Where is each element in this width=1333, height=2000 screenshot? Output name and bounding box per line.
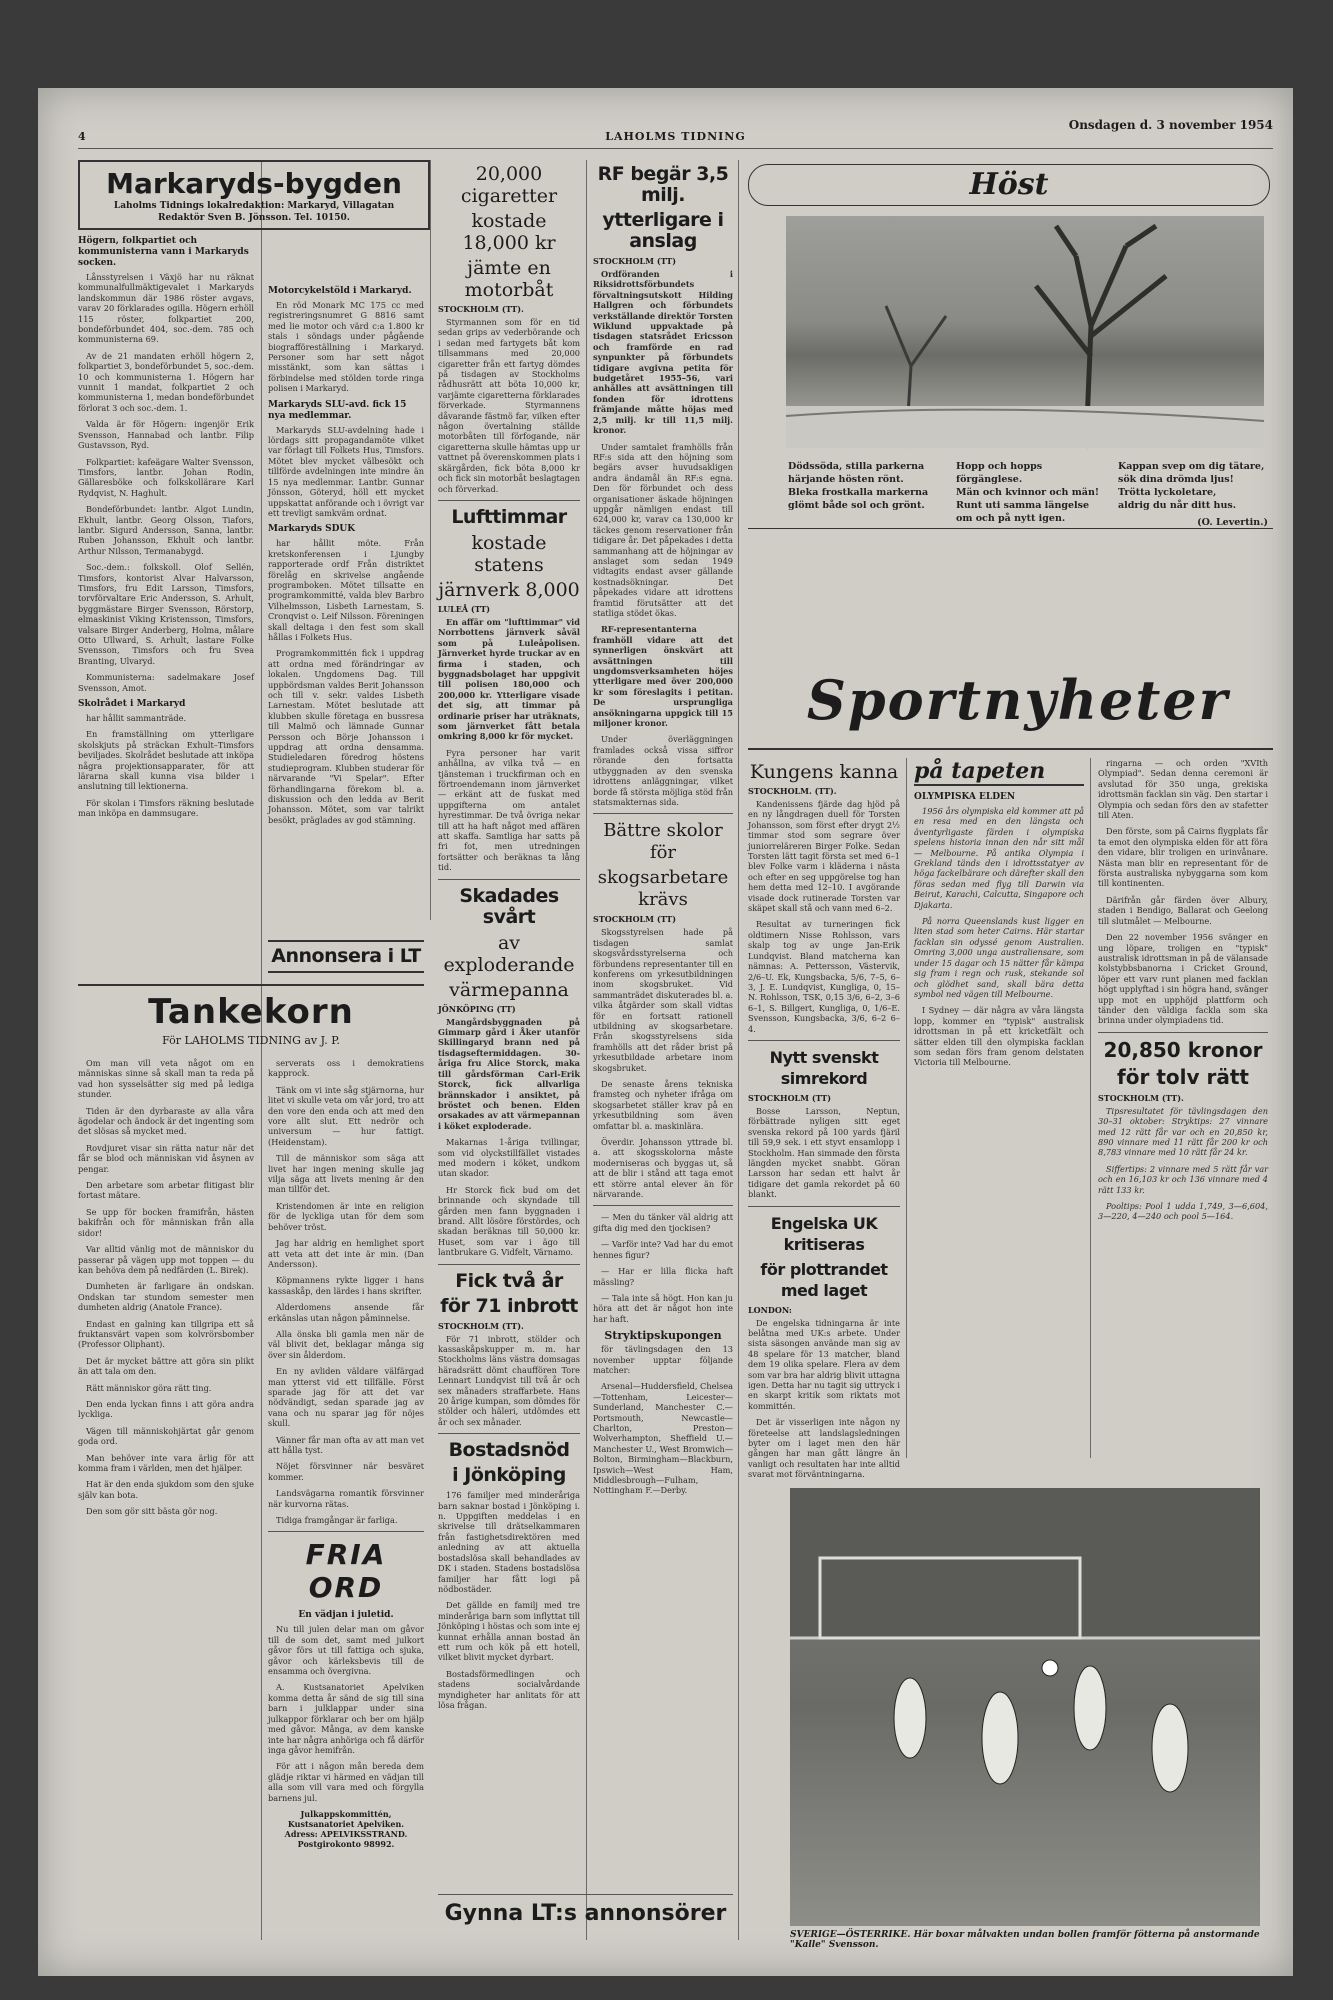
article-text: Ordföranden i Riksidrottsförbundets förvaltningsutskott Hilding Hallgren och förbundets verkställande direktör Torsten Wiklund uppvaktade på tisdagen statsrådet Ericsson och framförde en rad synpunkter på förbundets tidigare avgivna petita för budgetåret 1955–56, vari anhålles att avsättningen till fonden för idrottens främjande måtte höjas med 2,5 milj. kr till 11,5 milj. kronor. xyxy=(593,269,733,436)
aphorism: Rovdjuret visar sin rätta natur när det får se blod och människan vid åsynen av pengar. xyxy=(78,1142,254,1174)
article-text: RF-representanterna framhöll vidare att det synnerligen önskvärt att avsättningen till ungdomsverksamheten höjes ytterligare med över 200,000 kr som föreslagits i petitan. De ursprungliga ansökningarna uppgick till 15 miljoner kronor. xyxy=(593,624,733,729)
article-text: A. Kustsanatoriet Apelviken komma detta år sänd de sig till sina barn i julklappar under sina julkappor förklarar och ber om hjälp med gåvor. Många, av dem kanske inte har några anhöriga och få därför inga gåvor hemifrån. xyxy=(268,1682,424,1755)
divider xyxy=(748,748,1273,750)
masthead xyxy=(78,118,1273,149)
article-headline: Skolrådet i Markaryd xyxy=(78,699,186,710)
article-text: Mangårdsbyggnaden på Gimmarp gård i Åker utanför Skillingaryd brann ned på tisdagseftermiddagen. 30-åriga fru Alice Storck, maka till gårdsförman Carl-Erik Storck, fick allvarliga brännskador i ansiktet, på bröstet och benen. Elden orsakades av att värmepannan i köket exploderade. xyxy=(438,1016,580,1131)
headline: järnverk 8,000 xyxy=(438,578,580,601)
article-text: En framställning om ytterligare skolskjuts på sträckan Exhult–Timsfors beviljades. Skolrådet beslutade att inköpa några projektionsapparater, för att lärarna skall kunna visa bilder i anslutning till lektionerna. xyxy=(78,729,254,792)
aphorism: En ny avliden väldare välfärgad man ytterst vid ett tillfälle. Först sparade jag för att det var nödvändigt, sedan sparade jag av vana och nu sparar jag för nöjes skull. xyxy=(268,1366,424,1429)
headline: Nytt svenskt simrekord xyxy=(769,1047,879,1088)
article-text: De engelska tidningarna är inte belåtna med UK:s arbete. Under sista säsongen använde man sig av 48 spelare för 13 matcher, bland dem 19 olika spelare. Flera av dem som var bra har aldrig blivit uttagna igen. Detta har nu tagit sig uttryck i en skarpt kritik som riktats mot kommittén. xyxy=(748,1317,900,1411)
article-text: Siffertips: 2 vinnare med 5 rätt får var och en 16,103 kr och 136 vinnare med 4 rätt 133 kr. xyxy=(1098,1163,1268,1195)
gynna-banner xyxy=(438,1888,733,1938)
column-rule xyxy=(430,160,431,920)
article-text: Överdir. Johansson yttrade bl. a. att skogsskolorna måste moderniseras och byggas ut, så att de blir i stånd att taga emot ett större antal elever än för närvarande. xyxy=(593,1137,733,1200)
column-rule xyxy=(586,160,587,1940)
poem-line: om och på nytt igen. xyxy=(956,513,1066,524)
article-text: Nu till julen delar man om gåvor till de som det, samt med julkort gåvor förs ut till fattiga och sjuka, gåvor och kärleksbevis till de ensamma och övergivna. xyxy=(268,1624,424,1677)
article-text: Det är visserligen inte någon ny företeelse att landslagsledningen byter om i laget men den här gången har man gått längre än vanligt och resultaten har inte alltid svarat mot förväntningarna. xyxy=(748,1417,900,1480)
headline: Bättre skolor för xyxy=(603,820,723,864)
poem-stanza-1 xyxy=(788,460,938,512)
divider xyxy=(438,1433,580,1434)
divider xyxy=(748,1040,900,1041)
article-text: Av de 21 mandaten erhöll högern 2, folkpartiet 3, bondeförbundet 5, soc.-dem. 10 och kommunisterna 1. Högern har vunnit 1 mandat, folkpartiet 2 och kommunisterna 1, medan bondeförbundet förlorat 3 och soc.-dem. 1. xyxy=(78,350,254,413)
divider xyxy=(748,528,1273,529)
divider xyxy=(438,500,580,501)
dateline: STOCKHOLM (TT). xyxy=(438,304,524,314)
article-text: I Sydney — där några av våra längsta lopp, kommer en "typisk" australisk idrottsman in på ett kricketfält och sätter elden till den olympiska facklan som sedan förs fram genom delstaten Victoria till Melbourne. xyxy=(914,1005,1084,1068)
article-text: Därifrån går färden över Albury, staden i Bendigo, Ballarat och Geelong till slutmålet — Melbourne. xyxy=(1098,894,1268,926)
column-rule xyxy=(1090,758,1091,1458)
aphorism: Rätt människor göra rätt ting. xyxy=(86,1382,212,1393)
article-text: Valda är för Högern: ingenjör Erik Svensson, Hannabad och lantbr. Filip Gustavsson, Ryd. xyxy=(78,419,254,451)
article-text: För skolan i Timsfors räkning beslutade man inköpa en dammsugare. xyxy=(78,797,254,819)
dateline: STOCKHOLM (TT). xyxy=(438,1320,524,1331)
annonsera-box xyxy=(268,936,424,976)
sports-column-b xyxy=(914,758,1084,1458)
headline: värmepanna xyxy=(449,978,569,1001)
football-photo-caption: SVERIGE—ÖSTERRIKE. Här boxar målvakten undan bollen framför fötterna på anstormande "Kalle" Svensson. xyxy=(790,1930,1260,1950)
article-text: Programkommittén fick i uppdrag att ordna med förändringar av lokalen. Ungdomens Dag. Till uppbördsman valdes Berit Johansson och till v. sekr. valdes Lisbeth Larnestam. Mötet beslutade att klubben skulle företaga en bussresa till Malmö och lämnade Gunnar Persson och Börje Johansson i uppdrag att ordna densamma. Studieledaren föredrog höstens studieprogram. Klubben studerar för närvarande "Vi Spelar". Efter förhandlingarna förekom bl. a. diskussion och den ledda av Berit Johansson. Mötet, som var talrikt besökt, präglades av god stämning. xyxy=(268,648,424,825)
dateline: STOCKHOLM (TT) xyxy=(593,256,677,266)
article-text: Resultat av turneringen fick oldtimern Nisse Rohlsson, vars skalp tog av unge Jan-Erik Lundqvist. Bland matcherna kan nämnas: A. Pettersson, Västervik, 2/6–U. Ek, Kungsbacka, 5/6, 7–5, 6–3, J. E. Lundqvist, Kungliga, 0, 15–N. Rohlsson, TSK, 0,15 3/6, 6–2, 3–6 6–1, S. Billgert, Kungliga, 0, 1/6–E. Svensson, Kungsbacka, 3/6, 6–2 6–4. xyxy=(748,919,900,1034)
poem-line: Trötta lyckoletare, xyxy=(1118,487,1217,498)
annonsera-heading: Annonsera i LT xyxy=(268,940,424,973)
column-rule xyxy=(738,160,739,1940)
article-text: Bostadsförmedlingen och stadens socialvårdande myndigheter har anlitats för att lösa frågan. xyxy=(438,1668,580,1710)
column-rule xyxy=(906,758,907,1458)
headline: av exploderande xyxy=(443,931,575,976)
joke-text: — Men du tänker väl aldrig att gifta dig med den tjockisen? xyxy=(593,1212,733,1233)
tankekorn-subtitle: För LAHOLMS TIDNING av J. P. xyxy=(162,1034,340,1047)
article-text: Soc.-dem.: folkskoll. Olof Sellén, Timsfors, kontorist Alvar Halvarsson, Timsfors, fru Edit Larsson, Timsfors, torvförvaltare Eric Andersson, S. Arhult, byggmästare Birger Svensson, Rörstorp, elmaskinist Viking Kristensson, Timsfors, valsare Birger Anderberg, Holma, målare Otto Ullward, S. Arhult, lastare Folke Svensson, Timsfors och fru Svea Branting, Ulvaryd. xyxy=(78,562,254,666)
poem-line: Runt uti samma längelse xyxy=(956,500,1090,511)
football-match-photo xyxy=(790,1488,1260,1926)
joke-text: — Varför inte? Vad har du emot hennes figur? xyxy=(593,1239,733,1260)
aphorism: Tidiga framgångar är farliga. xyxy=(276,1515,398,1526)
poem-line: sök dina drömda ljus! xyxy=(1118,474,1234,485)
host-title: Höst xyxy=(969,167,1049,202)
host-title-box xyxy=(748,164,1270,206)
aphorism: Alderdomens ansende får erkänslas utan någon påminnelse. xyxy=(268,1302,424,1323)
autumn-park-photo xyxy=(786,216,1264,448)
aphorism: Den som gör sitt bästa gör nog. xyxy=(86,1506,218,1517)
article-text: Den 22 november 1956 svänger en ung löpare, troligen en "typisk" australisk idrottsman in på de välansade kolstybbsbanorna i Cricket Ground, löper ett varv runt planen med facklan högt upplyftad i sin högra hand, svänger upp mot en upphöjd plattform och tänder den väldiga fackla som ska brinna under olympiadens tid. xyxy=(1098,932,1268,1026)
gynna-heading: Gynna LT:s annonsörer xyxy=(444,1901,727,1926)
aphorism: Den enda lyckan finns i att göra andra lyckliga. xyxy=(78,1398,254,1420)
headline: RF begär 3,5 milj. xyxy=(597,163,729,206)
football-scene-illustration xyxy=(790,1488,1260,1926)
news-column-4 xyxy=(593,160,733,1860)
issue-date: Onsdagen d. 3 november 1954 xyxy=(1068,118,1273,132)
signature: Postgirokonto 98992. xyxy=(297,1838,395,1849)
article-headline: Markaryds SDUK xyxy=(268,524,356,535)
article-headline: Markaryds SLU-avd. fick 15 nya medlemmar. xyxy=(268,399,407,421)
headline: Lufttimmar xyxy=(451,505,567,528)
dateline: STOCKHOLM (TT) xyxy=(748,1092,832,1103)
article-headline: Stryktipskupongen xyxy=(604,1329,722,1343)
article-text: Bondeförbundet: lantbr. Algot Lundin, Ekhult, lantbr. Georg Olsson, Tiafors, lantbr. Sigurd Andersson, Sanna, lantbr. Ruben Johansson, Ekhult och lantbr. Arthur Nilsson, Termanabygd. xyxy=(78,504,254,556)
article-text: Tipsresultatet för tävlingsdagen den 30–31 oktober: Stryktips: 27 vinnare med 12 rätt får var och en 20,850 kr, 890 vinnare med 11 rätt får 200 kr och 8,783 vinnare med 10 rätt får 24 kr. xyxy=(1098,1105,1268,1158)
aphorism: Tiden är den dyrbaraste av alla våra ägodelar och ändock är det ingenting som det slösas så mycket med. xyxy=(78,1105,254,1137)
article-text: De senaste årens tekniska framsteg och nyheter ifråga om skogsarbetet ställer krav på en yrkesutbildning som även omfattar bl. a. maskinlära. xyxy=(593,1079,733,1131)
article-text: har hållit möte. Från kretskonferensen i Ljungby rapporterade ordf Från distriktet förelåg en skrivelse angående programboken. Mötet tillsatte en programkommitté, valda blev Barbro Vilhelmsson, Lisbeth Larnestam, S. Cronqvist o. Leif Nilsson. Föreningen skall deltaga i den fest som skall hållas i Folkets Hus. xyxy=(268,538,424,642)
article-text: ringarna — och orden "XVIth Olympiad". Sedan denna ceremoni är avslutad för 350 unga, grekiska idrottsmän facklan sin väg. Den startar i Olympia och sedan förs den av stafetter till Aten. xyxy=(1098,758,1268,821)
divider xyxy=(748,1206,900,1207)
aphorism: serverats oss i demokratiens kapprock. xyxy=(268,1058,424,1079)
pa-tapeten-heading: på tapeten xyxy=(914,758,1084,786)
aphorism: Det är mycket bättre att göra sin plikt än att tala om den. xyxy=(78,1355,254,1377)
article-text: Lånsstyrelsen i Växjö har nu räknat kommunalfullmäktigevalet i Markaryds landskommun där 1986 röster avgavs, varav 20 förklarades ogilla. Högern erhöll 115 röster, folkpartiet 200, bondeförbundet 404, soc.-dem. 785 och kommunisterna 69. xyxy=(78,272,254,345)
sports-column-c xyxy=(1098,758,1268,1458)
poem-stanza-3 xyxy=(1118,460,1268,529)
sportnyheter-title: Sportnyheter xyxy=(806,668,1230,732)
divider xyxy=(268,1531,424,1532)
headline: 20,000 cigaretter xyxy=(460,163,558,207)
headline: Skadades svårt xyxy=(459,884,559,928)
dateline: JÖNKÖPING (TT) xyxy=(438,1003,516,1014)
article-text: Den förste, som på Cairns flygplats får ta emot den olympiska elden för att föra den vidare, blir troligen en urinvånare. Nästa man blir en representant för de första australiska nybyggarna som kom till kontinenten. xyxy=(1098,826,1268,889)
article-text: Under samtalet framhölls från RF:s sida att den höjning som begärs avser huvudsakligen andra ändamål än RF:s egna. Den för förbundet och dess organisationer äskade höjningen uppgår nämligen endast till 624,000 kr, varav ca 130,000 kr täckes genom reservationer från tidigare år. Det påpekades i detta sammanhang att de höjningar av anslaget som sedan 1949 vidtagits endast avser gällande kostnadsökningar. Det påpekades vidare att idrottens framtid förutsätter att det statliga stödet ökas. xyxy=(593,441,733,618)
article-text: Pooltips: Pool 1 udda 1,749, 3—6,604, 3—220, 4—240 och pool 5—164. xyxy=(1098,1201,1268,1222)
headline: Bostadsnöd xyxy=(448,1439,570,1462)
divider xyxy=(593,1205,733,1206)
dateline: STOCKHOLM (TT). xyxy=(1098,1092,1184,1103)
paper-name: LAHOLMS TIDNING xyxy=(605,130,746,143)
page-number: 4 xyxy=(78,130,86,143)
article-text: Det gällde en familj med tre minderåriga barn som inflyttat till Jönköping i höstas och som inte ej kunnat erhålla annan bostad än ett rum och kök på ett hotell, vilket blivit mycket dyrbart. xyxy=(438,1600,580,1663)
aphorism: Jag har aldrig en hemlighet sport att veta att det inte är min. (Dan Andersson). xyxy=(268,1238,424,1269)
poem-author: (O. Levertin.) xyxy=(1197,517,1268,528)
signature: Kustsanatoriet Apelviken. xyxy=(287,1818,405,1829)
divider xyxy=(1098,1032,1268,1033)
poem-line: glömt både sol och grönt. xyxy=(788,500,925,511)
article-text: Folkpartiet: kafeägare Walter Svensson, Timsfors, lantbr. Johan Rodin, Gällaresböke och folkskollärare Karl Rydqvist, N. Haghult. xyxy=(78,456,254,498)
dateline: STOCKHOLM (TT) xyxy=(593,914,677,925)
aphorism: Vägen till människohjärtat går genom goda ord. xyxy=(78,1425,254,1447)
aphorism: Dumheten är farligare än ondskan. Ondskan tar stundom semester men dumheten aldrig (Anatole France). xyxy=(78,1281,254,1313)
article-text: En röd Monark MC 175 cc med registreringsnumret G 8816 samt med lie motor och värd c:a 1.800 kr stals i söndags under pågående biografföreställning i Markaryd. Personer som har sett något misstänkt, som kan sättas i förbindelse med stölden torde ringa polisen i Markaryd. xyxy=(268,300,424,394)
aphorism: Köpmannens rykte ligger i hans kassaskåp, den lärdes i hans skrifter. xyxy=(268,1275,424,1296)
tankekorn-title: Tankekorn xyxy=(148,992,354,1032)
poem-line: Män och kvinnor och män! xyxy=(956,487,1100,498)
headline: Fick två år xyxy=(455,1269,563,1292)
fria-ord-title: FRIA ORD xyxy=(305,1538,387,1605)
aphorism: Endast en galning kan tillgripa ett så fruktansvärt vapen som kolvrörsbomber (Professor Oliphant). xyxy=(78,1318,254,1350)
headline: jämte en motorbåt xyxy=(464,257,554,301)
poem-line: Kappan svep om dig tätare, xyxy=(1118,461,1265,472)
dateline: STOCKHOLM. (TT). xyxy=(748,786,837,796)
headline: Engelska UK kritiseras xyxy=(770,1213,878,1254)
aphorism: Om man vill veta något om en människas sinne så skall man ta reda på vad hon sysselsätter sig med på lediga stunder. xyxy=(78,1058,254,1100)
signature: Adress: APELVIKSSTRAND. xyxy=(284,1828,408,1839)
autumn-tree-illustration xyxy=(786,216,1264,448)
column-rule xyxy=(261,160,262,1940)
aphorism: Vänner får man ofta av att man vet att hålla tyst. xyxy=(268,1434,424,1455)
aphorism: Till de människor som säga att livet har ingen mening skulle jag vilja säga att livets mening är den man tillför det. xyxy=(268,1153,424,1195)
article-text: För att i någon mån bereda dem glädje riktar vi härmed en vädjan till alla som vill vara med och förgylla barnens jul. xyxy=(268,1761,424,1803)
aphorism: Man behöver inte vara ärlig för att komma fram i världen, men det hjälper. xyxy=(78,1452,254,1473)
article-text: Makarnas 1-åriga tvillingar, som vid olyckstillfället vistades med modern i köket, undkom utan skador. xyxy=(438,1137,580,1179)
dateline: LONDON: xyxy=(748,1304,792,1315)
aphorism: Nöjet försvinner när besväret kommer. xyxy=(268,1461,424,1482)
article-text: En affär om "lufttimmar" vid Norrbottens järnverk såväl som på Luleåpolisen. Järnverket hyrde truckar av en firma i staden, och byggnadsbolaget har uppgivit till polisen 180,000 och 200,000 kr. Ytterligare visade det sig, att timmar på ordinarie priser har uträknats, som järnverket fått betala omkring 8,000 kr för mycket. xyxy=(438,616,580,742)
poem-line: Hopp och hopps förgänglese. xyxy=(956,461,1043,485)
article-text: för tävlingsdagen den 13 november upptar följande matcher: xyxy=(593,1344,733,1375)
divider xyxy=(438,1264,580,1265)
poem-line: aldrig du når ditt hus. xyxy=(1118,500,1237,511)
aphorism: Var alltid vänlig mot de människor du passerar på vägen upp mot toppen — du kan behöva dem på nedfärden (L. Birek). xyxy=(78,1244,254,1275)
article-text: Markaryds SLU-avdelning hade i lördags sitt propagandamöte vilket var förlagt till Folkets Hus, Timsfors. Mötet blev mycket välbesökt och tillförde avdelningen inte mindre än 15 nya medlemmar. Lantbr. Gunnar Jönsson, Göteryd, höll ett mycket uppskattat anförande och i övrigt var ett trevligt samkväm ordnat. xyxy=(268,424,424,518)
headline: ytterligare i anslag xyxy=(602,209,724,252)
article-text: Bosse Larsson, Neptun, förbättrade nyligen sitt eget svenska rekord på 100 yards fjäril till 59,9 sek. i ett styvt ensamlopp i Stockholm. Han simmade den första längden mycket snabbt. Göran Larsson har sedan ett halvt år tidigare det gamla rekordet på 60 blankt. xyxy=(748,1105,900,1200)
article-text: Skogsstyrelsen hade på tisdagen samlat skogsvårdsstyrelserna och förbundens representanter till en konferens om yrkesutbildningen inom skogsbruket. Vid sammanträdet diskuterades bl. a. vilka åtgärder som skall vidtas för en fortsatt rationell utbildning av skogsarbetare. Från skogsstyrelsens sida framhölls att det råder brist på yrkesutbildade arbetare inom skogsbruket. xyxy=(593,927,733,1073)
headline: kostade statens xyxy=(471,531,547,576)
tankekorn-column-1 xyxy=(78,1058,254,1938)
article-text: Under överläggningen framlades också vissa siffror rörande den fortsatta utbyggnaden av den svenska idrottens anläggningar, vilket borde få största möjliga stöd från statsmakternas sida. xyxy=(593,734,733,807)
article-text: har hållit sammanträde. xyxy=(86,713,187,724)
news-column-3 xyxy=(438,160,580,1940)
tankekorn-column-2 xyxy=(268,1058,424,1938)
joke-text: — Har er lilla flicka haft mässling? xyxy=(593,1266,733,1287)
headline: för tolv rätt xyxy=(1117,1064,1249,1089)
poem-line: Bleka frostkalla markerna xyxy=(788,487,929,498)
aphorism: Den arbetare som arbetar flitigast blir fortast mätare. xyxy=(78,1180,254,1201)
article-headline: Motorcykelstöld i Markaryd. xyxy=(268,286,412,296)
aphorism: Kristendomen är inte en religion för de lyckliga utan för dem som behöver tröst. xyxy=(268,1200,424,1232)
article-headline: OLYMPISKA ELDEN xyxy=(914,792,1016,802)
headline: skogsarbetare krävs xyxy=(597,867,729,911)
newspaper-page xyxy=(38,88,1293,1976)
headline: 20,850 kronor xyxy=(1103,1037,1263,1062)
aphorism: Tänk om vi inte såg stjärnorna, hur litet vi skulle veta om vår jord, tro att den vore den enda och att med den vore allt slut. Ett nedrör och universum — hur fattigt. (Heidenstam). xyxy=(268,1084,424,1147)
headline: för 71 inbrott xyxy=(440,1294,578,1317)
poem-stanza-2 xyxy=(956,460,1106,525)
article-text: Kandenissens fjärde dag hjöd på en ny långdragen duell för Torsten Johansson, som först efter drygt 2½ timmar stod som segrare över juniorreläreren Birger Folke. Sedan Torsten lätt tagit första set med 6–1 blev Folke varm i kläderna i nästa och efter en seg uppgörelse tog han hem detta med 12–10. I avgörande visade dock rutinerade Torsten var skäpet skall stå och vann med 6–2. xyxy=(748,799,900,914)
tankekorn-header xyxy=(78,978,424,1047)
divider xyxy=(438,879,580,880)
headline: kostade 18,000 kr xyxy=(462,210,556,254)
aphorism: Hat är den enda sjukdom som den sjuke själv kan bota. xyxy=(78,1479,254,1500)
aphorism: Se upp för bocken framifrån, hästen bakifrån och för människan från alla sidor! xyxy=(78,1206,254,1238)
article-text: För 71 inbrott, stölder och kassaskåpskupper m. m. har Stockholms läns västra domsagas häradsrätt dömt chauffören Tore Lennart Lundqvist till två år och sex månaders straffarbete. Hans 20 årige kumpan, som dömdes för stölder och häleri, utdömdes ett år och sex månader. xyxy=(438,1333,580,1427)
sports-column-a xyxy=(748,758,900,1480)
poem-line: Dödssöda, stilla parkerna xyxy=(788,461,925,472)
poem-line: härjande hösten rönt. xyxy=(788,474,904,485)
aphorism: Alla önska bli gamla men när de väl blivit det, beklagar många sig över sin ålderdom. xyxy=(268,1328,424,1360)
markaryd-title: Markaryds-bygden xyxy=(106,167,402,200)
divider xyxy=(78,984,424,986)
divider xyxy=(593,813,733,814)
headline: i Jönköping xyxy=(452,1464,566,1487)
signature: Julkappskommittén, xyxy=(300,1808,392,1819)
fria-ord-subtitle: En vädjan i juletid. xyxy=(298,1610,394,1621)
divider xyxy=(438,1894,733,1895)
headline: Kungens kanna xyxy=(749,761,899,783)
article-text: 176 familjer med minderåriga barn saknar bostad i Jönköping i. n. Uppgiften meddelas i en skrivelse till drätselkammaren från fastighetsdirektören med anledning av att aktuella bostadslösa skall behandlades av DK i staden. Stadens bostadslösa familjer har fått logi på nödbostäder. xyxy=(438,1490,580,1594)
joke-text: — Tala inte så högt. Hon kan ju höra att det är något hon inte har haft. xyxy=(593,1292,733,1324)
local-notices-column xyxy=(268,280,424,920)
article-text: På norra Queenslands kust ligger en liten stad som heter Cairns. Här startar facklan sin odyssé genom Australien. Omring 3,000 unga australiensare, som under 15 dagar och 15 nätter får kämpa sig fram i regn och rusk, stekande sol och glödhet sand, skall bära detta symbol ned vägen till Melbourne. xyxy=(914,916,1084,999)
article-text: Hr Storck fick bud om det brinnande och skyndade till gården men fann byggnaden i brand. Allt lösöre förstördes, och skadan beräknas till 50,000 kr. Huset, som var i ägo till lantbrukare G. Vidfelt, Värnamo. xyxy=(438,1184,580,1258)
markaryd-sub1: Laholms Tidnings lokalredaktion: Markaryd, Villagatan xyxy=(113,201,395,211)
article-text: Kommunisterna: sadelmakare Josef Svensson, Amot. xyxy=(78,672,254,693)
article-text: Fyra personer har varit anhållna, av vilka två — en tjänsteman i truckfirman och en förtroendemann inom järnverket — erkänt att de fuskat med uppgifterna om antalet hyrestimmar. De två övriga nekar till att ha haft något med affären att skaffa. Samtliga har satts på fri fot, men utredningen fortsätter och beräknas ta lång tid. xyxy=(438,747,580,873)
markaryd-heading xyxy=(78,160,430,230)
article-headline: Högern, folkpartiet och kommunisterna vann i Markaryds socken. xyxy=(78,236,249,268)
markaryd-sub2: Redaktör Sven B. Jönsson. Tel. 10150. xyxy=(158,213,350,223)
article-text: Styrmannen som för en tid sedan grips av vederbörande och i sedan med fartygets båt kom tillsammans med 20,000 cigaretter från ett fartyg dömdes på tisdagen av Stockholms rådhusrätt att böta 10,000 kr, varjämte cigaretterna förklarades förverkade. Styrmannens dåvarande fästmö far, vilken efter någon övertalning ställde motorbåten till förfogande, när cigaretterna skulle hämtas upp ur vattnet på överenskommen plats i skärgården, fick böta 8,000 kr och fick sin motorbåt beslagtagen och förverkad. xyxy=(438,317,580,494)
aphorism: Landsvägarna romantik försvinner när kurvorna rätas. xyxy=(268,1488,424,1509)
article-text: Arsenal—Huddersfield, Chelsea—Tottenham, Leicester—Sunderland, Manchester C.—Portsmouth, Newcastle—Charlton, Preston—Wolverhampton, Sheffield U.—Manchester U., West Bromwich—Bolton, Birmingham—Blackburn, Ipswich—West Ham, Middlesbrough—Fulham, Nottingham F.—Derby. xyxy=(593,1381,733,1496)
article-text: 1956 års olympiska eld kommer att på en resa med en den längsta och äventyrligaste färden i olympiska spelens historia innan den når sitt mål — Melbourne. På antika Olympia i Grekland tänds den i idrottsstatyer av höga fackelbärare och därefter skall den föras sedan med flyg till Darwin via Beirut, Karachi, Calcutta, Singapore och Djakarta. xyxy=(914,806,1084,910)
headline: för plottrandet med laget xyxy=(760,1259,888,1300)
dateline: LULEÅ (TT) xyxy=(438,603,491,614)
